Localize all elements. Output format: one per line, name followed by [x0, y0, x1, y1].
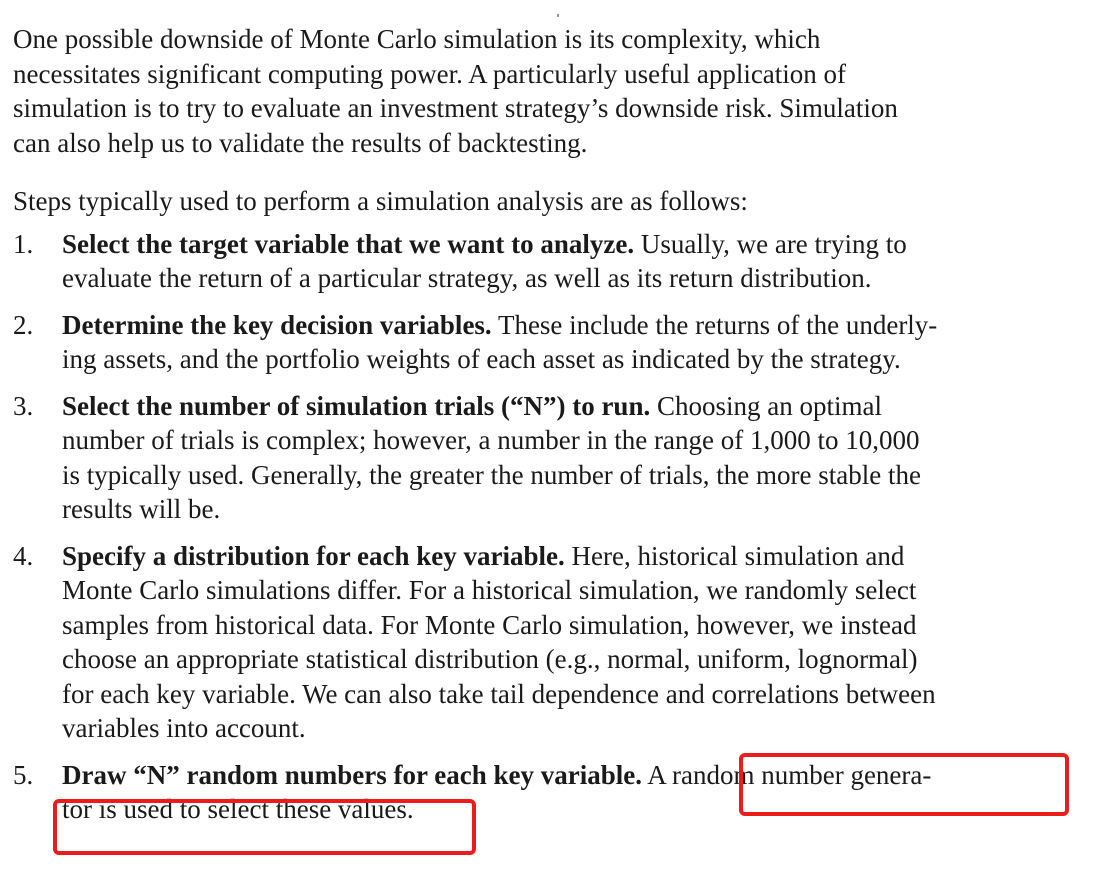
step-text: These include the returns of the underly- — [497, 309, 938, 340]
step-text: evaluate the return of a particular strategy, as well as its return distribution. — [62, 263, 872, 293]
step-number: 5. — [13, 759, 34, 790]
step-text: samples from historical data. For Monte Carlo simulation, however, we instead — [62, 609, 917, 640]
step-text: variables into account. — [62, 713, 306, 743]
scan-speck — [557, 14, 559, 17]
steps-list — [13, 227, 1103, 827]
step-text: Usually, we are trying to — [640, 228, 907, 259]
step-text: for each key variable. We can also take tail dependence and correlations between — [62, 678, 936, 709]
step-title: Select the target variable that we want to analyze. — [62, 228, 635, 259]
step-2 — [13, 308, 1103, 377]
steps-lead-in: Steps typically used to perform a simulation analysis are as follows: — [13, 186, 748, 216]
step-3 — [13, 389, 1103, 527]
step-number: 1. — [13, 228, 34, 259]
document-page — [13, 22, 1103, 839]
step-title: Specify a distribution for each key variable. — [62, 540, 565, 571]
step-text: number of trials is complex; however, a number in the range of 1,000 to 10,000 — [62, 425, 920, 455]
step-text: Monte Carlo simulations differ. For a historical simulation, we randomly select — [62, 575, 917, 605]
step-text: Choosing an optimal — [656, 390, 882, 421]
step-text: results will be. — [62, 494, 221, 524]
step-title: Select the number of simulation trials (“N”) to run. — [62, 390, 651, 421]
step-title: Determine the key decision variables. — [62, 309, 492, 340]
step-4 — [13, 539, 1103, 746]
intro-line: One possible downside of Monte Carlo simulation is its complexity, which — [13, 24, 821, 54]
step-text: Here, historical simulation and — [571, 540, 905, 571]
intro-line: can also help us to validate the results of backtesting. — [13, 127, 588, 158]
highlight-box-select-values — [53, 799, 476, 855]
step-text: is typically used. Generally, the greater the number of trials, the more stable the — [62, 459, 921, 490]
step-text: tor is used to select these values. — [62, 794, 414, 824]
intro-line: necessitates significant computing power. A particularly useful application of — [13, 58, 847, 89]
step-text: choose an appropriate statistical distribution (e.g., normal, uniform, lognormal) — [62, 644, 918, 674]
step-text: A random number genera- — [647, 759, 932, 790]
step-title: Draw “N” random numbers for each key variable. — [62, 759, 642, 790]
intro-line: simulation is to try to evaluate an investment strategy’s downside risk. Simulation — [13, 93, 898, 123]
step-number: 4. — [13, 540, 34, 571]
highlight-box-random-number-generator — [739, 753, 1069, 816]
step-number: 2. — [13, 309, 34, 340]
step-1 — [13, 227, 1103, 296]
step-text: ing assets, and the portfolio weights of each asset as indicated by the strategy. — [62, 344, 901, 374]
step-number: 3. — [13, 390, 34, 421]
intro-paragraph — [13, 22, 1103, 160]
